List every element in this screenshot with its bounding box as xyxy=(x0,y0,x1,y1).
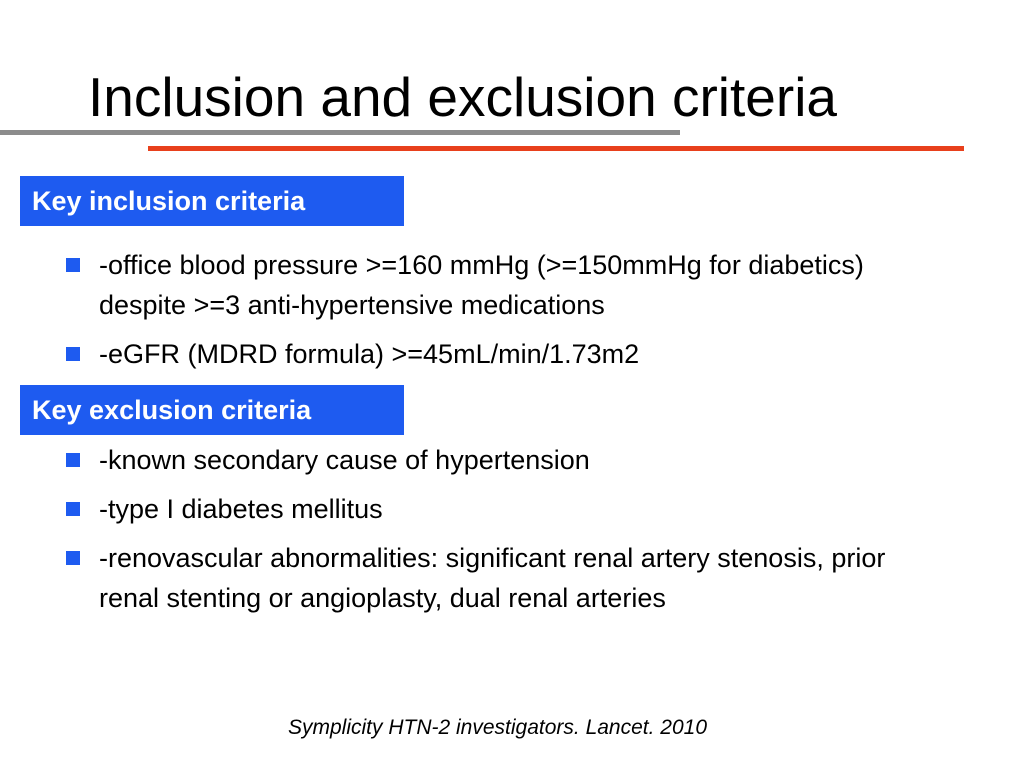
title-divider-red xyxy=(148,146,964,151)
inclusion-item-text: -office blood pressure >=160 mmHg (>=150mmHg for diabetics) despite >=3 anti-hypertensive medications xyxy=(99,250,864,320)
square-bullet-icon xyxy=(66,502,80,516)
exclusion-item-text: -known secondary cause of hypertension xyxy=(99,445,590,475)
inclusion-header: Key inclusion criteria xyxy=(20,176,404,226)
title-divider-gray xyxy=(0,130,680,135)
exclusion-item xyxy=(66,538,936,618)
exclusion-header: Key exclusion criteria xyxy=(20,385,404,435)
square-bullet-icon xyxy=(66,347,80,361)
square-bullet-icon xyxy=(66,551,80,565)
slide-title: Inclusion and exclusion criteria xyxy=(88,66,837,128)
square-bullet-icon xyxy=(66,453,80,467)
exclusion-item-text: -renovascular abnormalities: significant renal artery stenosis, prior renal stenting or angioplasty, dual renal arteries xyxy=(99,543,886,613)
exclusion-item-text: -type I diabetes mellitus xyxy=(99,494,383,524)
inclusion-item xyxy=(66,245,936,325)
exclusion-item xyxy=(66,440,936,480)
citation: Symplicity HTN-2 investigators. Lancet. 2010 xyxy=(288,716,708,739)
square-bullet-icon xyxy=(66,258,80,272)
inclusion-list xyxy=(66,245,936,383)
exclusion-list xyxy=(66,440,936,627)
inclusion-item-text: -eGFR (MDRD formula) >=45mL/min/1.73m2 xyxy=(99,339,640,369)
inclusion-item xyxy=(66,334,936,374)
exclusion-item xyxy=(66,489,936,529)
